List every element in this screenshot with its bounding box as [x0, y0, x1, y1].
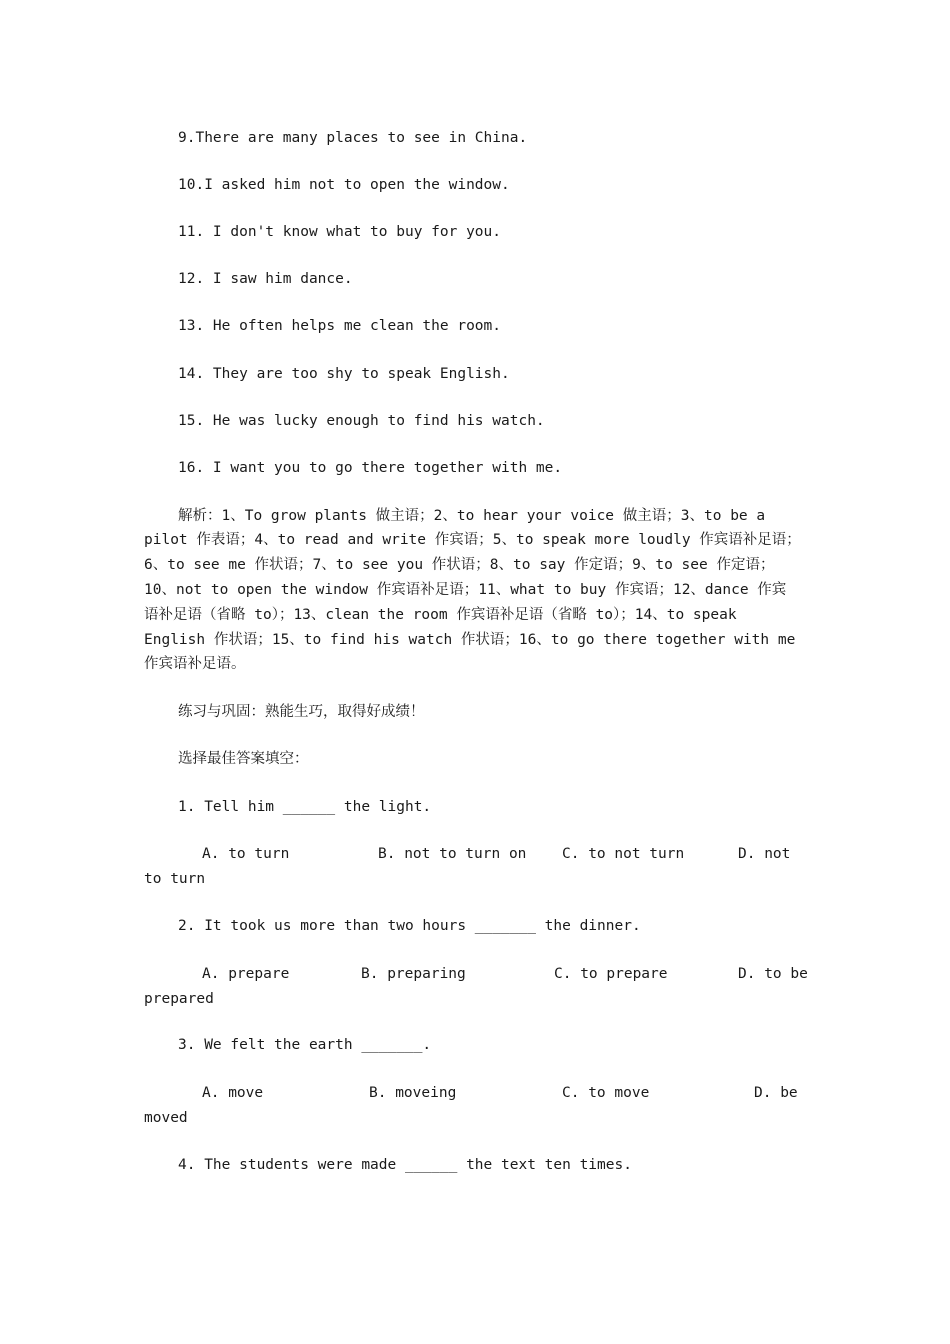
option-a: A. move — [202, 1085, 264, 1101]
analysis-line-6: English 作状语；15、to find his watch 作状语；16、to go there together with me — [144, 632, 796, 648]
option-d: D. not — [738, 846, 791, 862]
option-c: C. to prepare — [554, 966, 668, 982]
question-4-stem: 4. The students were made ______ the text ten times. — [178, 1157, 632, 1173]
option-wrap: moved — [144, 1110, 188, 1126]
analysis-line-1: 解析：1、To grow plants 做主语；2、to hear your voice 做主语；3、to be a — [178, 508, 766, 524]
option-a: A. prepare — [202, 966, 290, 982]
sentence-16: 16. I want you to go there together with me. — [178, 460, 563, 476]
question-2-options — [144, 964, 824, 1014]
question-2-stem: 2. It took us more than two hours _______ the dinner. — [178, 918, 641, 934]
option-a: A. to turn — [202, 846, 290, 862]
option-c: C. to move — [562, 1085, 650, 1101]
sentence-11: 11. I don't know what to buy for you. — [178, 224, 502, 240]
analysis-line-4: 10、not to open the window 作宾语补足语；11、what to buy 作宾语；12、dance 作宾 — [144, 582, 787, 598]
option-wrap: prepared — [144, 991, 214, 1007]
sentence-10: 10.I asked him not to open the window. — [178, 177, 510, 193]
sentence-13: 13. He often helps me clean the room. — [178, 318, 502, 334]
option-b: B. preparing — [361, 966, 466, 982]
option-b: B. not to turn on — [378, 846, 527, 862]
option-c: C. to not turn — [562, 846, 685, 862]
option-d: D. to be — [738, 966, 808, 982]
sentence-12: 12. I saw him dance. — [178, 271, 353, 287]
sentence-9: 9.There are many places to see in China. — [178, 130, 528, 146]
analysis-line-5: 语补足语（省略 to）；13、clean the room 作宾语补足语（省略 to）；14、to speak — [144, 607, 737, 623]
question-3-options — [144, 1083, 824, 1133]
option-b: B. moveing — [369, 1085, 457, 1101]
option-d: D. be — [754, 1085, 798, 1101]
question-1-options — [144, 844, 824, 894]
analysis-line-3: 6、to see me 作状语；7、to see you 作状语；8、to say 作定语；9、to see 作定语； — [144, 557, 775, 573]
question-1-stem: 1. Tell him ______ the light. — [178, 799, 432, 815]
analysis-line-2: pilot 作表语；4、to read and write 作宾语；5、to speak more loudly 作宾语补足语； — [144, 532, 801, 548]
instruction-text: 选择最佳答案填空： — [178, 751, 309, 767]
sentence-15: 15. He was lucky enough to find his watch. — [178, 413, 545, 429]
analysis-line-7: 作宾语补足语。 — [144, 656, 246, 672]
practice-heading: 练习与巩固：熟能生巧，取得好成绩！ — [178, 704, 425, 720]
option-wrap: to turn — [144, 871, 206, 887]
question-3-stem: 3. We felt the earth _______. — [178, 1037, 432, 1053]
sentence-14: 14. They are too shy to speak English. — [178, 366, 510, 382]
